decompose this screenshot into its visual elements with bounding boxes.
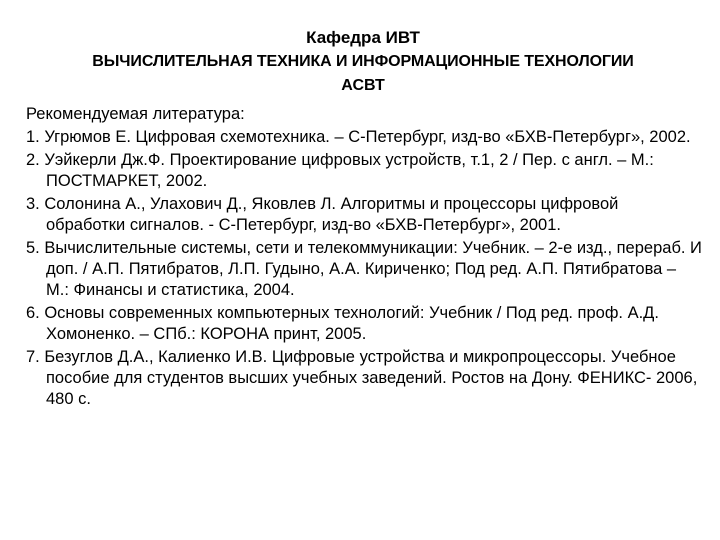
slide-content: [26, 104, 702, 412]
reference-list: [26, 127, 702, 410]
reference-item: 2. Уэйкерли Дж.Ф. Проектирование цифровых устройств, т.1, 2 / Пер. с англ. – М.: ПОСТМАРКЕТ, 2002.: [26, 150, 654, 191]
references-heading: Рекомендуемая литература:: [26, 105, 245, 123]
reference-item: 3. Солонина А., Улахович Д., Яковлев Л. Алгоритмы и процессоры цифровой обработки сигналов. - С-Петербург, изд-во «БХВ-Петербург», 2001.: [26, 194, 619, 235]
reference-item: 7. Безуглов Д.А., Калиенко И.В. Цифровые устройства и микропроцессоры. Учебное пособие для студентов высших учебных заведений. Ростов на Дону. ФЕНИКС- 2006, 480 с.: [26, 347, 698, 409]
specialty-code: АСВТ: [341, 77, 385, 94]
reference-item: 6. Основы современных компьютерных технологий: Учебник / Под ред. проф. А.Д. Хомоненко. – СПб.: КОРОНА принт, 2005.: [26, 303, 659, 344]
reference-item: 1. Угрюмов Е. Цифровая схемотехника. – С-Петербург, изд-во «БХВ-Петербург», 2002.: [26, 128, 691, 147]
reference-item: 5. Вычислительные системы, сети и телекоммуникации: Учебник. – 2-е изд., перераб. И доп. / А.П. Пятибратов, Л.П. Гудыно, А.А. Кириченко; Под ред. А.П. Пятибратова – М.: Финансы и статистика, 2004.: [26, 238, 702, 300]
department-title: Кафедра ИВТ: [306, 28, 420, 47]
slide-header: [0, 26, 720, 98]
direction-title: ВЫЧИСЛИТЕЛЬНАЯ ТЕХНИКА И ИНФОРМАЦИОННЫЕ ТЕХНОЛОГИИ: [92, 53, 634, 70]
